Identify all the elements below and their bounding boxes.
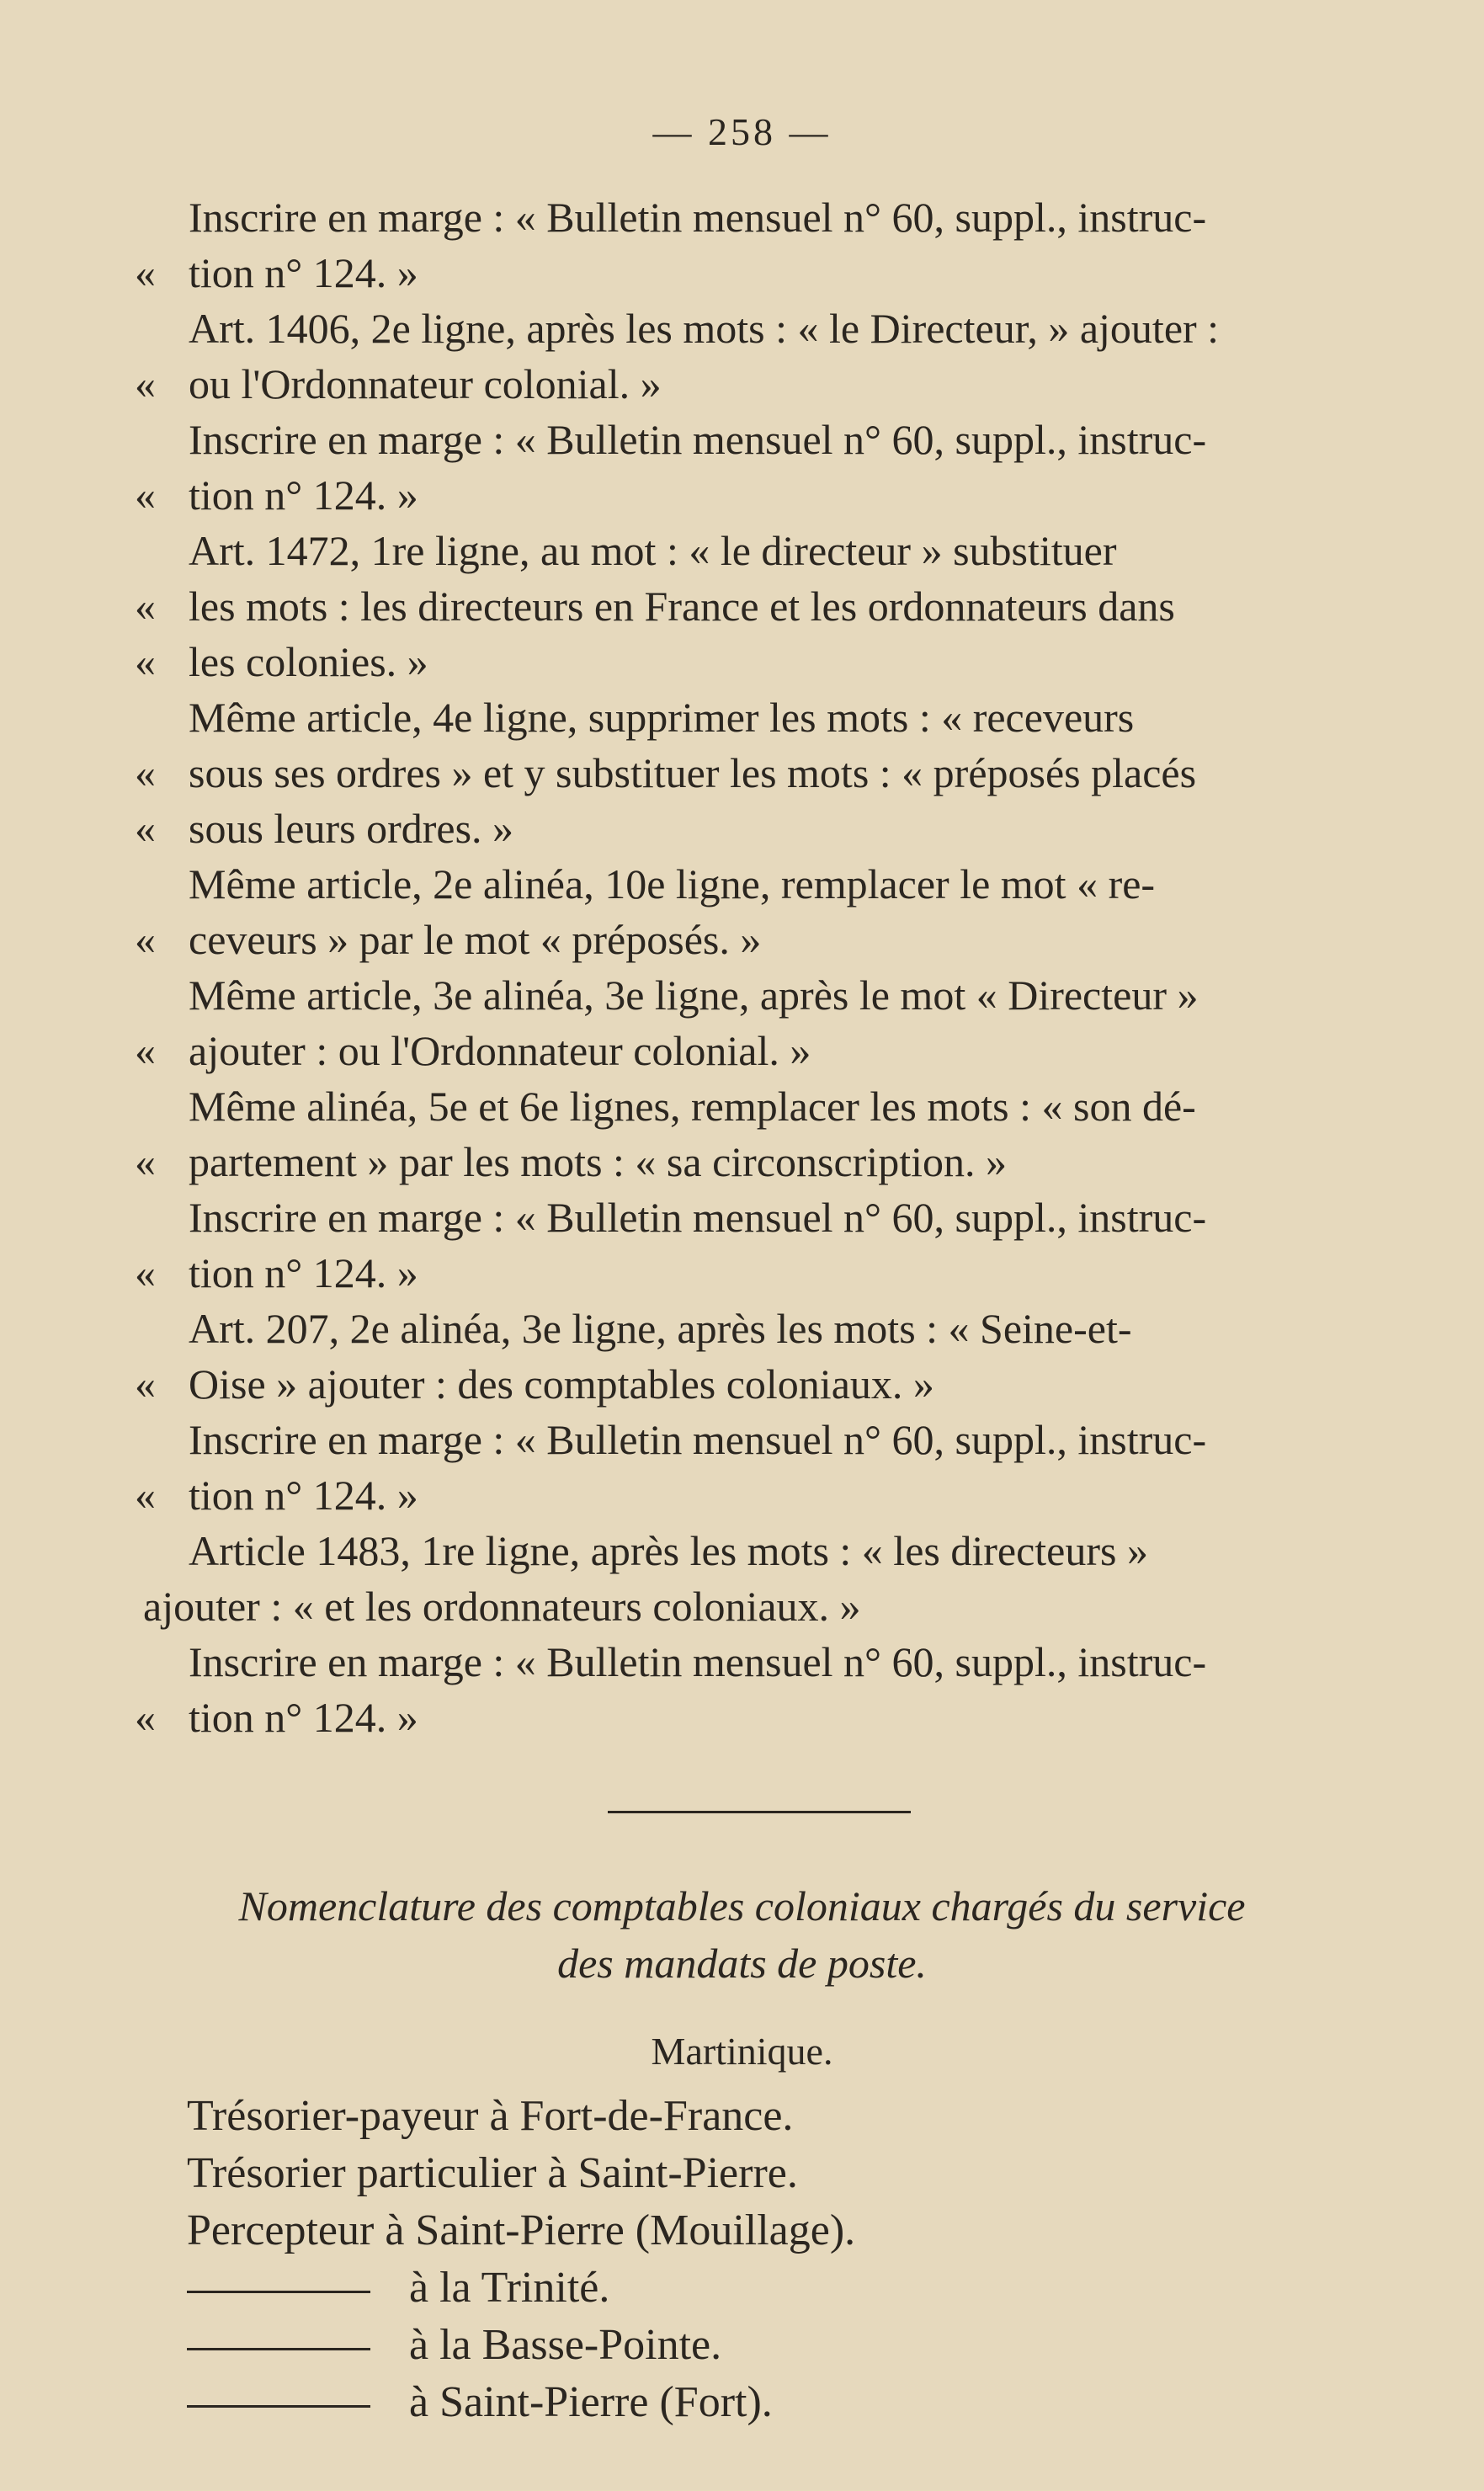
text-line bbox=[135, 1467, 1431, 1523]
line-text: Inscrire en marge : « Bulletin mensuel n° 60, suppl., instruc- bbox=[189, 1194, 1207, 1241]
line-text: les colonies. » bbox=[189, 638, 428, 685]
continuation-mark: « bbox=[135, 360, 156, 407]
list-item bbox=[187, 2202, 855, 2259]
continuation-mark: « bbox=[135, 1472, 156, 1519]
line-text: tion n° 124. » bbox=[189, 471, 418, 519]
line-text: Même article, 2e alinéa, 10e ligne, remplacer le mot « re- bbox=[189, 860, 1156, 908]
text-line bbox=[135, 1356, 1431, 1412]
text-line bbox=[135, 189, 1431, 245]
continuation-mark: « bbox=[135, 471, 156, 519]
text-line bbox=[135, 356, 1431, 412]
text-line bbox=[135, 967, 1431, 1023]
line-text: Art. 207, 2e alinéa, 3e ligne, après les mots : « Seine-et- bbox=[189, 1305, 1132, 1352]
list-item-text: Percepteur à Saint-Pierre (Mouillage). bbox=[187, 2206, 856, 2254]
text-line bbox=[135, 1301, 1431, 1356]
section-subheading: Martinique. bbox=[651, 2030, 833, 2073]
line-text: tion n° 124. » bbox=[189, 249, 418, 296]
list-item-text: à la Trinité. bbox=[409, 2264, 610, 2312]
section-heading-line: des mandats de poste. bbox=[557, 1940, 927, 1987]
text-line bbox=[135, 1690, 1431, 1745]
list-item-text: Trésorier-payeur à Fort-de-France. bbox=[187, 2092, 794, 2140]
text-line bbox=[135, 689, 1431, 745]
continuation-mark: « bbox=[135, 916, 156, 963]
text-line bbox=[135, 578, 1431, 634]
line-text: sous ses ordres » et y substituer les mots : « préposés placés bbox=[189, 749, 1197, 796]
line-text: Inscrire en marge : « Bulletin mensuel n° 60, suppl., instruc- bbox=[189, 194, 1207, 241]
text-line bbox=[135, 1078, 1431, 1134]
line-text: Inscrire en marge : « Bulletin mensuel n° 60, suppl., instruc- bbox=[189, 1638, 1207, 1685]
list-item bbox=[187, 2374, 855, 2431]
line-text: tion n° 124. » bbox=[189, 1694, 418, 1741]
line-text: ou l'Ordonnateur colonial. » bbox=[189, 360, 662, 407]
continuation-mark: « bbox=[135, 249, 156, 296]
line-text: ceveurs » par le mot « préposés. » bbox=[189, 916, 762, 963]
continuation-mark: « bbox=[135, 749, 156, 796]
ditto-dash bbox=[187, 2348, 370, 2350]
text-line bbox=[135, 1245, 1431, 1301]
list-item bbox=[187, 2317, 855, 2374]
text-line bbox=[135, 1523, 1431, 1578]
text-line bbox=[135, 912, 1431, 967]
text-line bbox=[135, 1134, 1431, 1190]
line-text: Inscrire en marge : « Bulletin mensuel n° 60, suppl., instruc- bbox=[189, 416, 1207, 463]
text-line bbox=[135, 1578, 1431, 1634]
continuation-mark: « bbox=[135, 1027, 156, 1074]
text-line bbox=[135, 745, 1431, 801]
continuation-mark: « bbox=[135, 1694, 156, 1741]
line-text: tion n° 124. » bbox=[189, 1472, 418, 1519]
section-heading bbox=[0, 1877, 1484, 1992]
line-text: sous leurs ordres. » bbox=[189, 805, 514, 852]
amendment-text bbox=[135, 189, 1431, 1745]
continuation-mark: « bbox=[135, 1138, 156, 1185]
text-line bbox=[135, 1634, 1431, 1690]
list-item-text: à Saint-Pierre (Fort). bbox=[409, 2378, 773, 2426]
text-line bbox=[135, 801, 1431, 856]
line-text: Même article, 4e ligne, supprimer les mots : « receveurs bbox=[189, 694, 1135, 741]
line-text: Oise » ajouter : des comptables coloniaux. » bbox=[189, 1360, 934, 1408]
continuation-mark: « bbox=[135, 583, 156, 630]
text-line bbox=[135, 523, 1431, 578]
list-item-text: Trésorier particulier à Saint-Pierre. bbox=[187, 2149, 798, 2197]
line-text: Article 1483, 1re ligne, après les mots : « les directeurs » bbox=[189, 1527, 1148, 1574]
text-line bbox=[135, 856, 1431, 912]
text-line bbox=[135, 467, 1431, 523]
line-text: Art. 1406, 2e ligne, après les mots : « le Directeur, » ajouter : bbox=[189, 305, 1220, 352]
line-text: Même article, 3e alinéa, 3e ligne, après le mot « Directeur » bbox=[189, 971, 1199, 1019]
line-text: Art. 1472, 1re ligne, au mot : « le directeur » substituer bbox=[189, 527, 1117, 574]
section-divider bbox=[608, 1811, 911, 1813]
continuation-mark: « bbox=[135, 1249, 156, 1296]
text-line bbox=[135, 412, 1431, 467]
ditto-dash bbox=[187, 2291, 370, 2293]
line-text: tion n° 124. » bbox=[189, 1249, 418, 1296]
accountants-list bbox=[187, 2088, 855, 2431]
line-text: les mots : les directeurs en France et les ordonnateurs dans bbox=[189, 583, 1175, 630]
line-text: ajouter : « et les ordonnateurs coloniaux. » bbox=[143, 1583, 861, 1630]
text-line bbox=[135, 1412, 1431, 1467]
line-text: partement » par les mots : « sa circonscription. » bbox=[189, 1138, 1007, 1185]
continuation-mark: « bbox=[135, 805, 156, 852]
line-text: ajouter : ou l'Ordonnateur colonial. » bbox=[189, 1027, 811, 1074]
list-item-text: à la Basse-Pointe. bbox=[409, 2321, 722, 2369]
page-number: — 258 — bbox=[652, 110, 832, 153]
list-item bbox=[187, 2259, 855, 2317]
ditto-dash bbox=[187, 2405, 370, 2408]
continuation-mark: « bbox=[135, 638, 156, 685]
list-item bbox=[187, 2088, 855, 2145]
text-line bbox=[135, 245, 1431, 301]
text-line bbox=[135, 1190, 1431, 1245]
section-heading-line: Nomenclature des comptables coloniaux chargés du service bbox=[238, 1882, 1246, 1929]
text-line bbox=[135, 1023, 1431, 1078]
line-text: Même alinéa, 5e et 6e lignes, remplacer les mots : « son dé- bbox=[189, 1083, 1196, 1130]
line-text: Inscrire en marge : « Bulletin mensuel n° 60, suppl., instruc- bbox=[189, 1416, 1207, 1463]
text-line bbox=[135, 634, 1431, 689]
text-line bbox=[135, 301, 1431, 356]
continuation-mark: « bbox=[135, 1360, 156, 1408]
list-item bbox=[187, 2145, 855, 2202]
